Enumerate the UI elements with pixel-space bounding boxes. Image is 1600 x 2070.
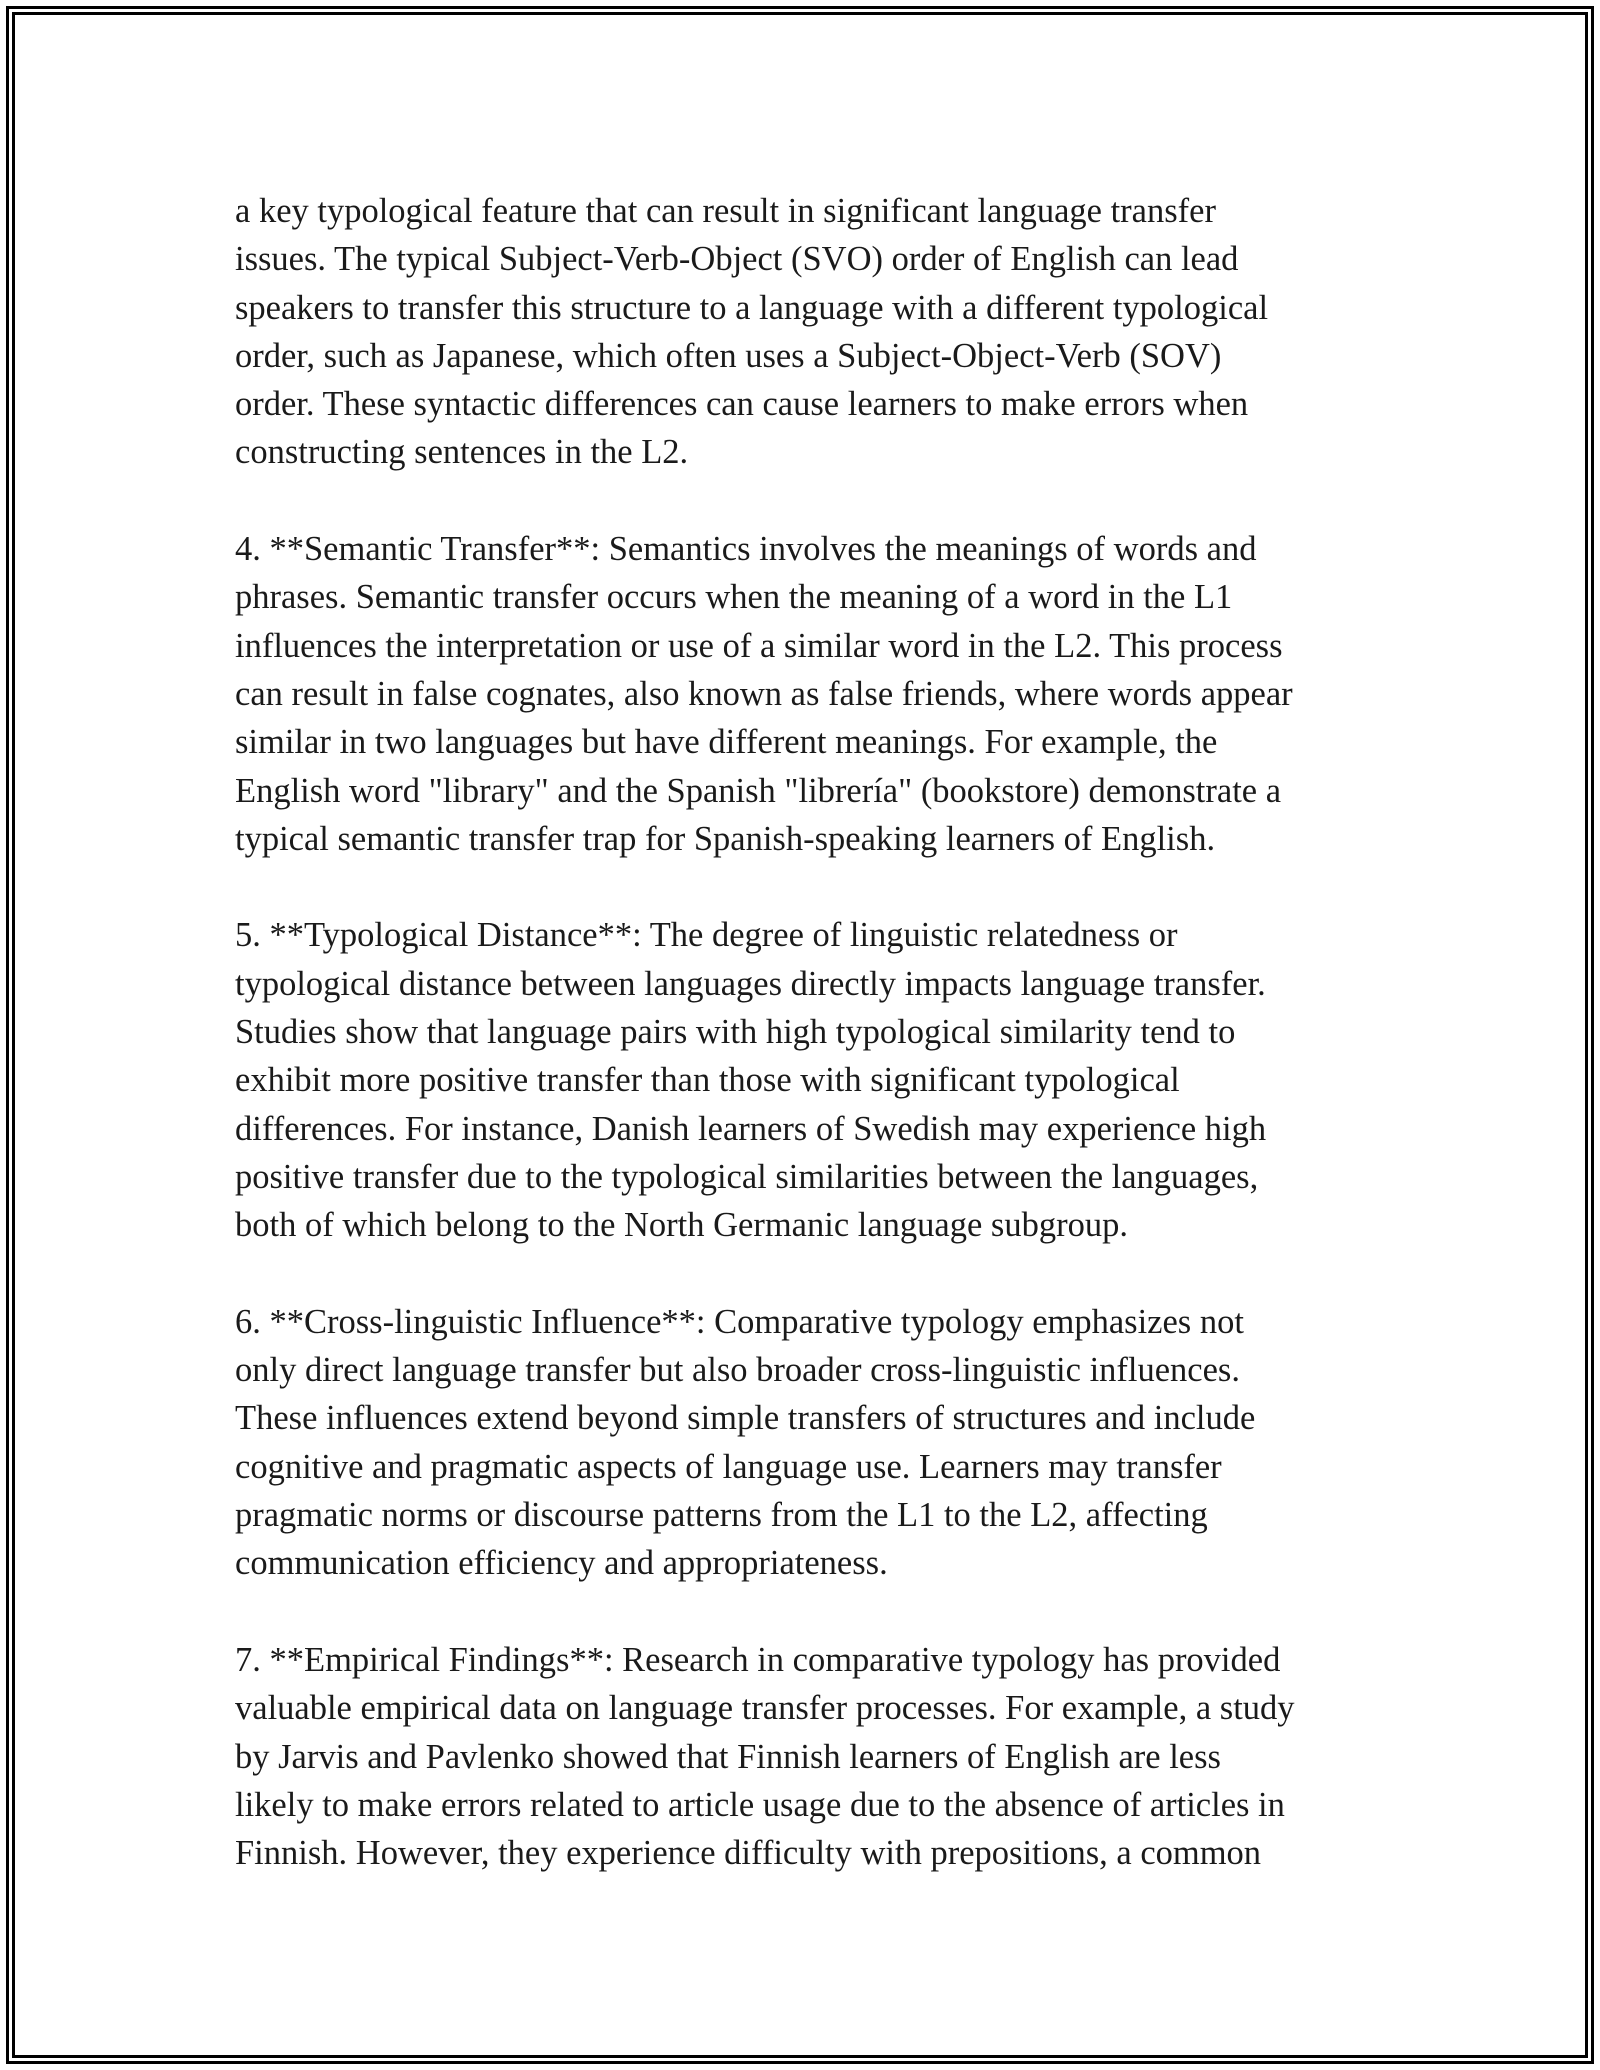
text-line: only direct language transfer but also broader cross-linguistic influences.	[235, 1351, 1240, 1390]
text-line: Finnish. However, they experience difficulty with prepositions, a common	[235, 1834, 1262, 1873]
text-line: Studies show that language pairs with high typological similarity tend to	[235, 1013, 1236, 1052]
text-line: a key typological feature that can result in significant language transfer	[235, 192, 1216, 230]
text-line: can result in false cognates, also known as false friends, where words appear	[235, 674, 1293, 713]
text-line: 5. **Typological Distance**: The degree of linguistic relatedness or	[235, 916, 1178, 955]
text-line: differences. For instance, Danish learners of Swedish may experience high	[235, 1109, 1267, 1148]
text-line: phrases. Semantic transfer occurs when the meaning of a word in the L1	[235, 578, 1233, 617]
text-line: English word "library" and the Spanish "librería" (bookstore) demonstrate a	[235, 771, 1282, 810]
document-body	[235, 187, 1385, 1877]
paragraph-empirical-findings	[235, 1636, 1385, 1877]
text-line: typological distance between languages directly impacts language transfer.	[235, 964, 1266, 1003]
paragraph-cross-linguistic-influence	[235, 1298, 1385, 1588]
text-line: positive transfer due to the typological similarities between the languages,	[235, 1157, 1259, 1196]
text-line: speakers to transfer this structure to a language with a different typological	[235, 288, 1269, 327]
text-line: influences the interpretation or use of a similar word in the L2. This process	[235, 626, 1283, 665]
text-line: by Jarvis and Pavlenko showed that Finnish learners of English are less	[235, 1737, 1221, 1776]
text-line: valuable empirical data on language transfer processes. For example, a study	[235, 1689, 1295, 1728]
text-line: typical semantic transfer trap for Spanish-speaking learners of English.	[235, 819, 1216, 858]
text-line: 7. **Empirical Findings**: Research in comparative typology has provided	[235, 1640, 1281, 1679]
text-line: issues. The typical Subject-Verb-Object (SVO) order of English can lead	[235, 240, 1239, 279]
text-line: 4. **Semantic Transfer**: Semantics involves the meanings of words and	[235, 530, 1257, 569]
text-line: These influences extend beyond simple transfers of structures and include	[235, 1399, 1256, 1438]
text-line: similar in two languages but have different meanings. For example, the	[235, 723, 1218, 762]
text-line: order, such as Japanese, which often uses a Subject-Object-Verb (SOV)	[235, 336, 1222, 375]
paragraph-semantic-transfer	[235, 525, 1385, 863]
text-line: pragmatic norms or discourse patterns from the L1 to the L2, affecting	[235, 1496, 1208, 1535]
text-line: order. These syntactic differences can cause learners to make errors when	[235, 385, 1249, 424]
text-line: 6. **Cross-linguistic Influence**: Comparative typology emphasizes not	[235, 1302, 1244, 1341]
text-line: both of which belong to the North Germanic language subgroup.	[235, 1206, 1128, 1245]
text-line: constructing sentences in the L2.	[235, 433, 689, 472]
text-line: likely to make errors related to article usage due to the absence of articles in	[235, 1785, 1285, 1824]
text-line: communication efficiency and appropriateness.	[235, 1544, 888, 1583]
text-line: cognitive and pragmatic aspects of language use. Learners may transfer	[235, 1447, 1222, 1486]
text-line: exhibit more positive transfer than those with significant typological	[235, 1061, 1180, 1100]
paragraph-typological-distance	[235, 911, 1385, 1249]
paragraph-svo-word-order	[235, 187, 1385, 477]
